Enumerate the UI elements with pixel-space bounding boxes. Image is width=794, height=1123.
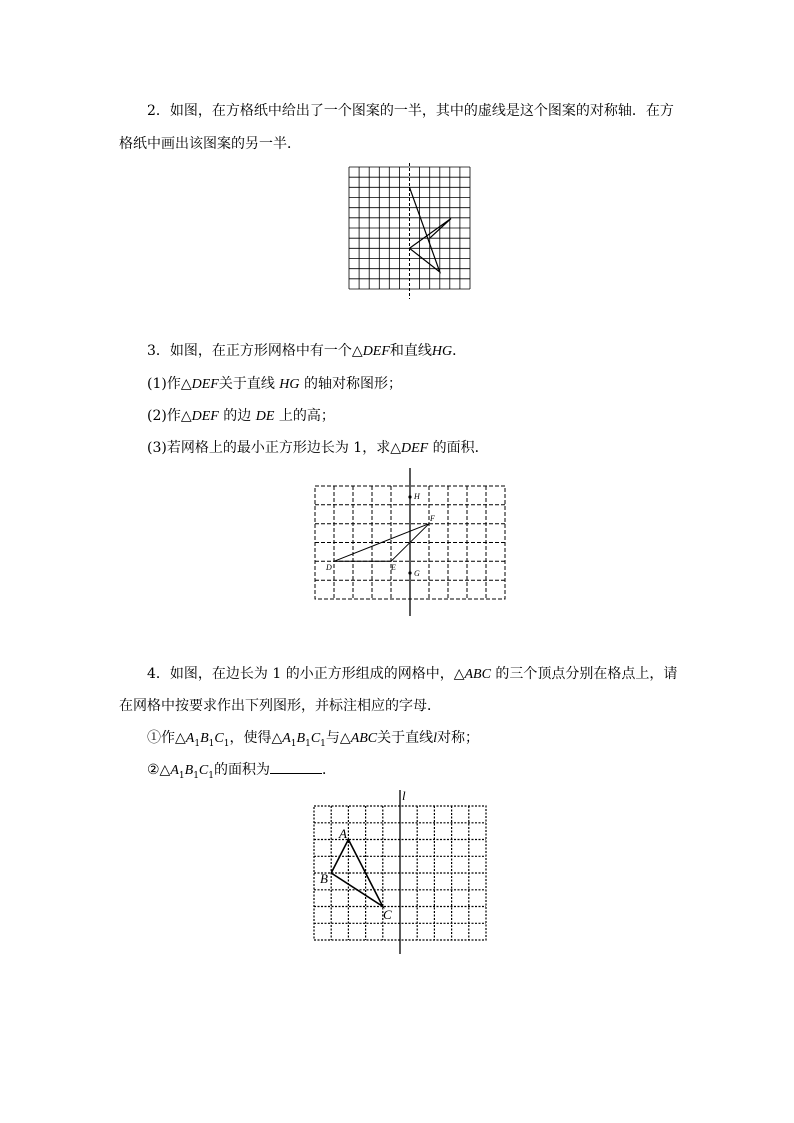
q2-grid-figure — [345, 163, 475, 303]
q4-label-l: l — [402, 788, 406, 803]
q2-half-pattern — [410, 187, 452, 272]
q3-subquestion-1: (1)作△DEF关于直线 HG 的轴对称图形； — [147, 376, 402, 392]
q3-subquestion-2: (2)作△DEF 的边 DE 上的高； — [147, 408, 335, 424]
q4-label-b: B — [320, 871, 328, 886]
q3-label-h: H — [414, 492, 420, 501]
q4-subquestion-2: $②\triangle A_1B_1C_1$的面积为 ． — [147, 762, 336, 781]
q3-point-g — [408, 571, 411, 574]
q3-subquestion-3: (3)若网格上的最小正方形边长为 1，求△DEF 的面积． — [147, 440, 489, 456]
q4-grid-figure — [310, 788, 492, 956]
q3-point-h — [408, 495, 411, 498]
q4-line-2: 在网格中按要求作出下列图形，并标注相应的字母． — [119, 698, 441, 714]
q3-label-d: D — [326, 563, 332, 572]
q3-label-g: G — [414, 569, 420, 578]
q2-line-2: 格纸中画出该图案的另一半． — [119, 136, 301, 152]
q3-line-1: 3．如图，在正方形网格中有一个△DEF和直线HG． — [147, 343, 467, 359]
q4-label-c: C — [383, 907, 392, 922]
q3-label-e: E — [391, 563, 396, 572]
q4-line-1: 4．如图，在边长为 1 的小正方形组成的网格中，△ABC 的三个顶点分别在格点上，请 — [147, 666, 678, 682]
q2-line-1: 2．如图，在方格纸中给出了一个图案的一半，其中的虚线是这个图案的对称轴．在方 — [147, 103, 674, 119]
q4-label-a: A — [339, 826, 347, 841]
q4-subquestion-1: ①作$\triangle A_1B_1C_1$，使得$\triangle A_1B_1C_1$与△ABC关于直线l对称； — [147, 730, 480, 749]
q3-label-f: F — [430, 514, 435, 523]
q3-grid-figure — [310, 466, 510, 618]
answer-blank[interactable] — [270, 761, 322, 774]
